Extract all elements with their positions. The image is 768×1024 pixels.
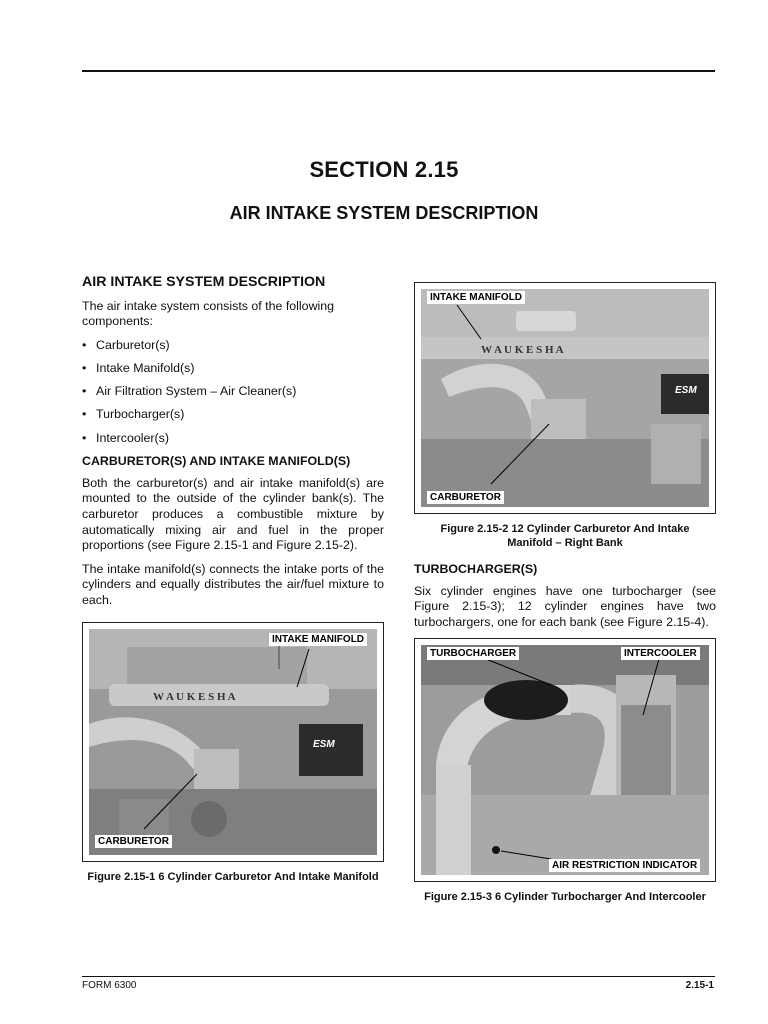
bottom-rule (82, 976, 715, 977)
callout-air-restriction-indicator: AIR RESTRICTION INDICATOR (549, 859, 700, 872)
figure-2-caption: Figure 2.15-2 12 Cylinder Carburetor And Intake Manifold – Right Bank (440, 523, 690, 549)
esm-text-2: ESM (675, 385, 697, 396)
figure-1-photo (89, 629, 377, 855)
figure-2-15-2 (414, 282, 716, 514)
turbocharger-subheading: TURBOCHARGER(S) (414, 562, 538, 576)
turbocharger-paragraph: Six cylinder engines have one turbocharger (see Figure 2.15-3); 12 cylinder engines have two turbochargers, one for each bank (see Figure 2.15-4). (414, 583, 716, 629)
page-number: 2.15-1 (685, 980, 714, 991)
section-subtitle: AIR INTAKE SYSTEM DESCRIPTION (229, 203, 539, 223)
list-item: • Intake Manifold(s) (82, 361, 384, 377)
callout-intercooler: INTERCOOLER (621, 647, 700, 660)
form-number: FORM 6300 (82, 980, 137, 991)
list-item: • Carburetor(s) (82, 338, 384, 354)
esm-text: ESM (313, 739, 335, 751)
callout-turbocharger: TURBOCHARGER (427, 647, 519, 660)
brand-text-2: W A U K E S H A (481, 344, 564, 356)
section-title: SECTION 2.15 (309, 157, 459, 182)
carburetor-subheading: CARBURETOR(S) AND INTAKE MANIFOLD(S) (82, 454, 351, 469)
list-item: • Intercooler(s) (82, 431, 384, 447)
list-item: • Air Filtration System – Air Cleaner(s) (82, 384, 384, 400)
callout-intake-manifold: INTAKE MANIFOLD (427, 291, 525, 304)
brand-text: W A U K E S H A (153, 691, 236, 704)
engine-photo-1 (89, 629, 377, 855)
callout-intake-manifold: INTAKE MANIFOLD (269, 633, 367, 646)
figure-2-15-3 (414, 638, 716, 882)
engine-photo-2 (421, 289, 709, 507)
right-column (414, 282, 716, 904)
manifold-paragraph: The intake manifold(s) connects the intake ports of the cylinders and equally distributes the air/fuel mixture to each. (82, 561, 384, 607)
figure-3-caption: Figure 2.15-3 6 Cylinder Turbocharger And Intercooler (424, 891, 706, 904)
figure-1-caption: Figure 2.15-1 6 Cylinder Carburetor And Intake Manifold (87, 871, 379, 884)
engine-photo-3 (421, 645, 709, 875)
carburetor-paragraph: Both the carburetor(s) and air intake manifold(s) are mounted to the outside of the cylinder bank(s). The carburetor produces a combustible mixture by automatically mixing air and fuel in the proper proportions (see Figure 2.15-1 and Figure 2.15-2). (82, 475, 384, 553)
list-item: • Turbocharger(s) (82, 407, 384, 423)
intro-paragraph: The air intake system consists of the following components: (82, 298, 335, 329)
figure-2-15-1 (82, 622, 384, 862)
left-column (82, 275, 384, 884)
component-list (82, 338, 384, 446)
left-heading: AIR INTAKE SYSTEM DESCRIPTION (82, 274, 326, 290)
figure-2-photo (421, 289, 709, 507)
figure-3-photo (421, 645, 709, 875)
top-rule (82, 70, 715, 72)
callout-carburetor: CARBURETOR (427, 491, 504, 504)
callout-carburetor: CARBURETOR (95, 835, 172, 848)
